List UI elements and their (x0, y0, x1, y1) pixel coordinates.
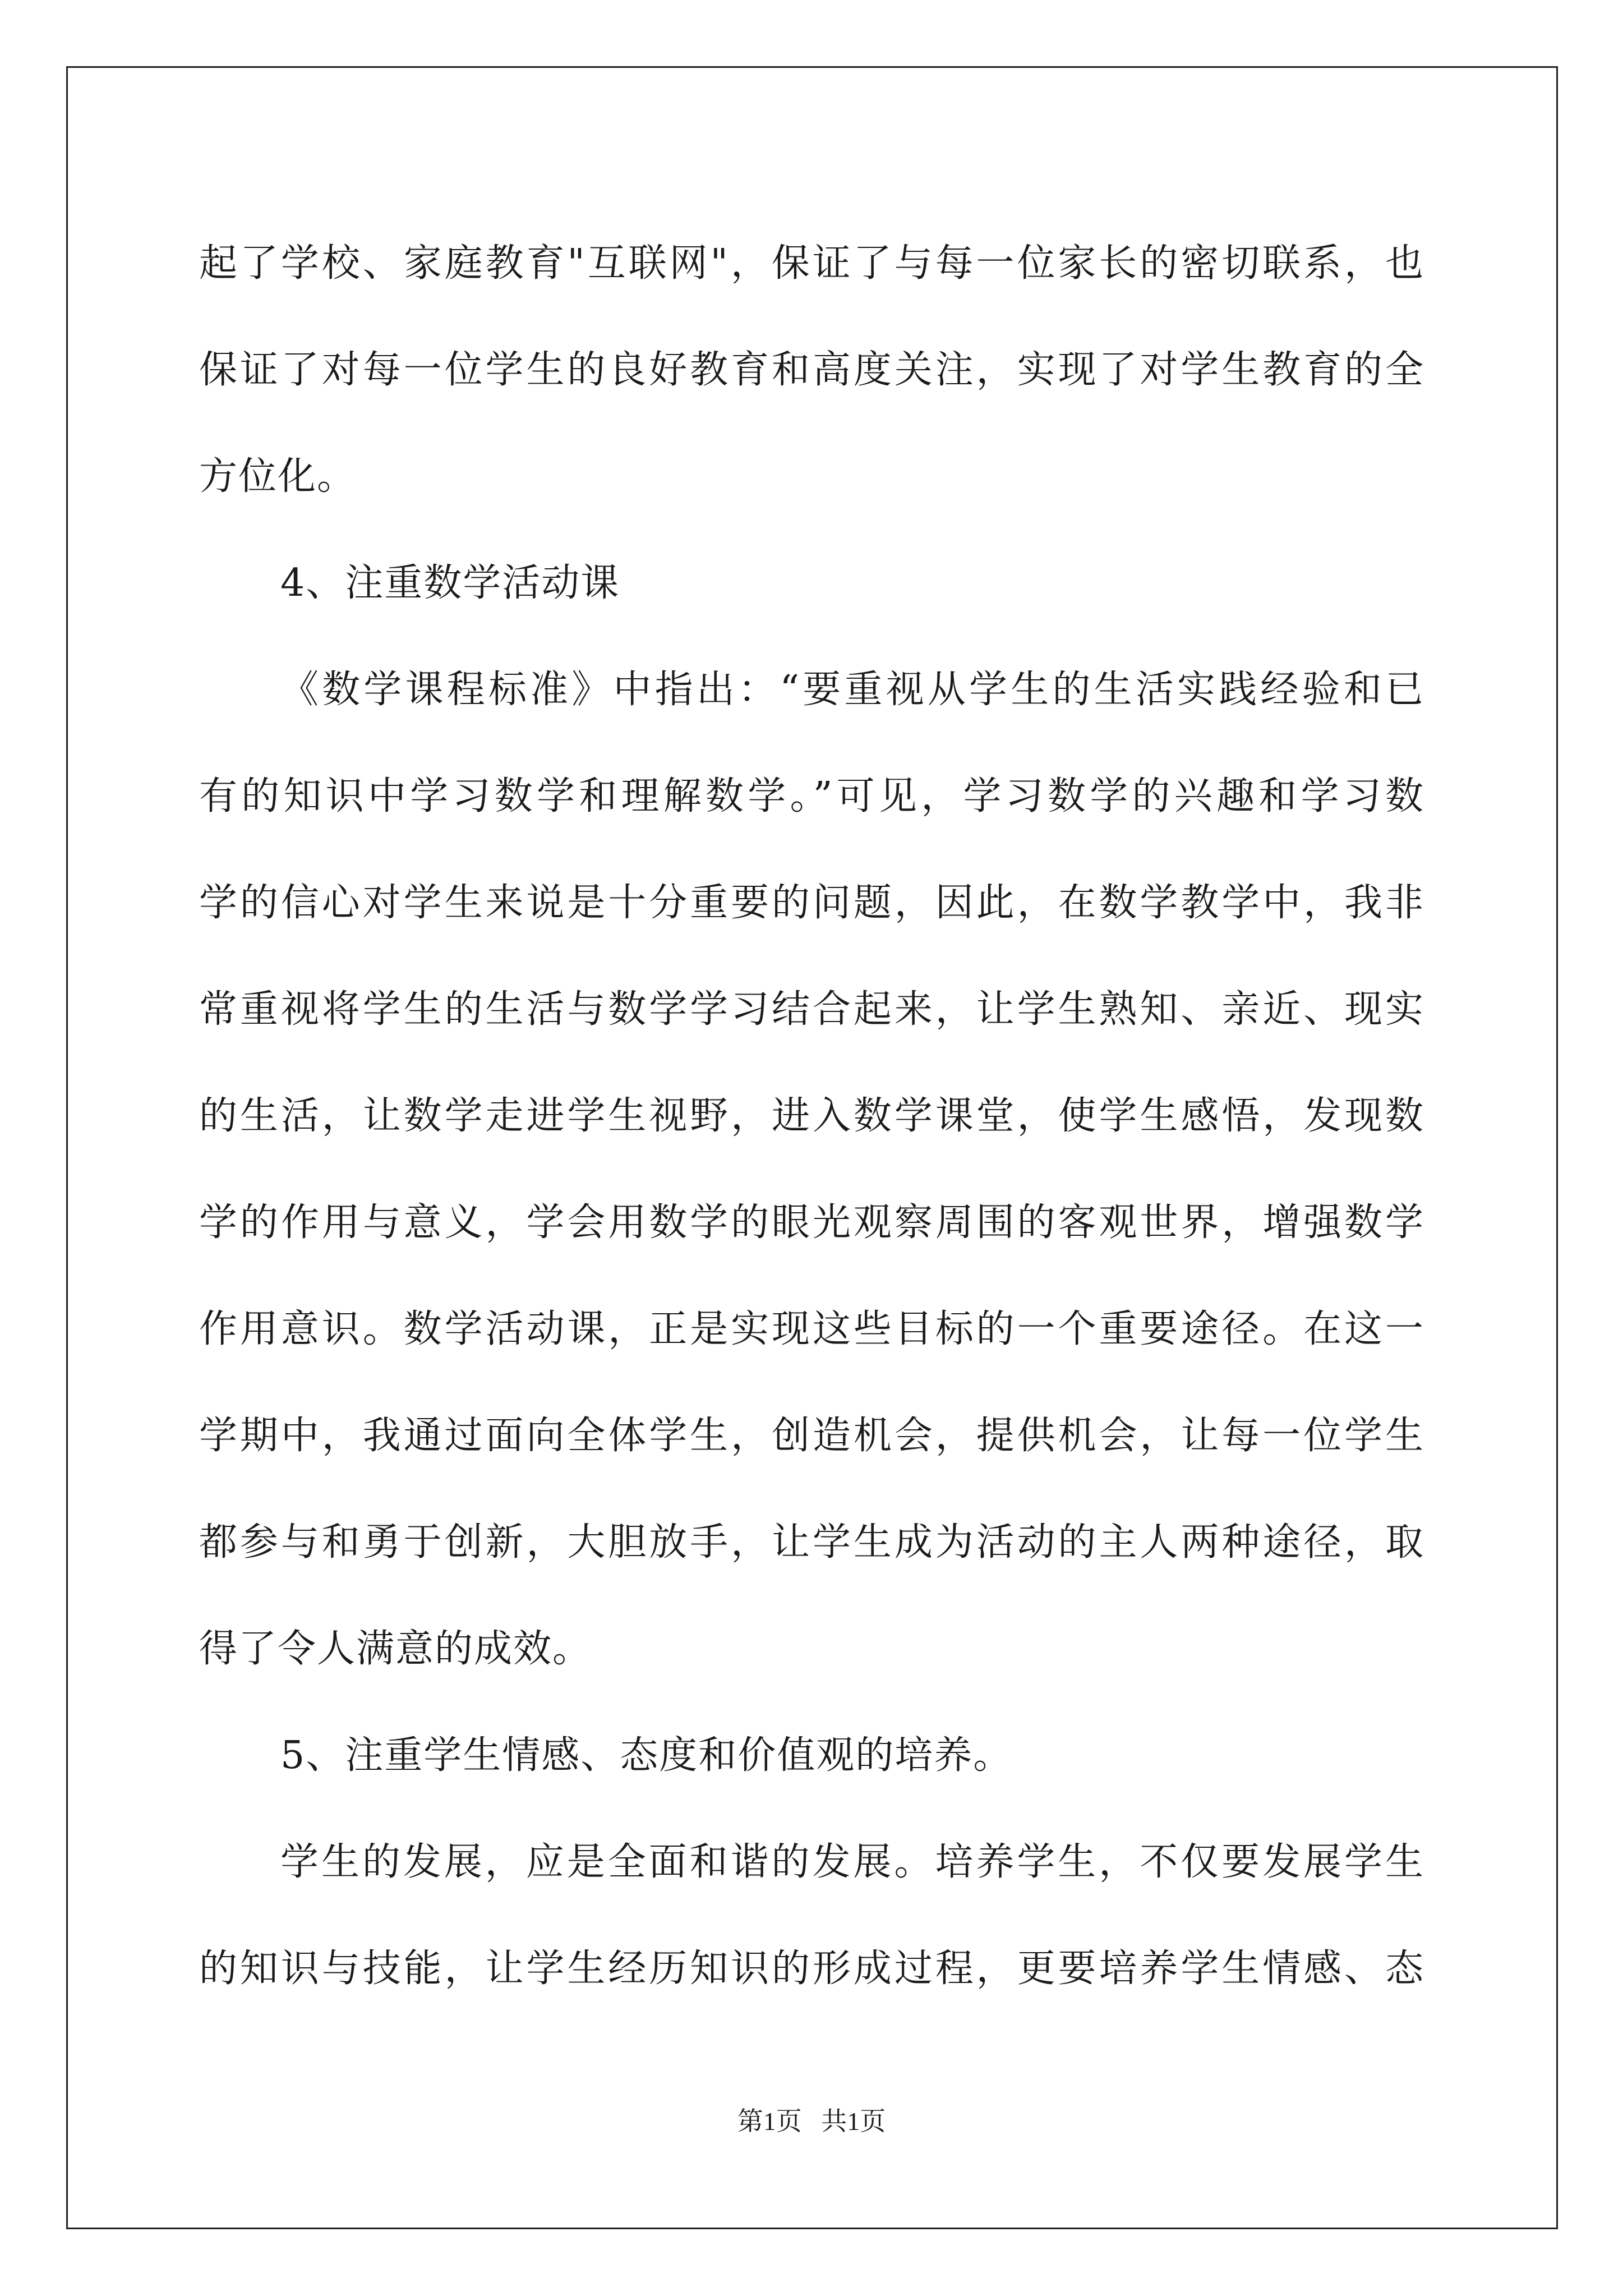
text-line: 4、注重数学活动课 (280, 561, 620, 605)
text-line: 方位化。 (199, 454, 357, 499)
text-line: 得了令人满意的成效。 (199, 1627, 592, 1671)
page-number-footer: 第1页 共1页 (737, 2107, 886, 2136)
text-line: 5、注重学生情感、态度和价值观的培养。 (280, 1733, 1013, 1778)
text-line: 学期中，我通过面向全体学生，创造机会，提供机会，让每一位学生 (199, 1414, 1424, 1458)
text-line: 学的信心对学生来说是十分重要的问题，因此，在数学教学中，我非 (199, 881, 1424, 925)
text-line: 有的知识中学习数学和理解数学。”可见，学习数学的兴趣和学习数 (199, 774, 1424, 818)
text-line: 的生活，让数学走进学生视野，进入数学课堂，使学生感悟，发现数 (199, 1094, 1424, 1138)
text-line: 起了学校、家庭教育"互联网"，保证了与每一位家长的密切联系，也 (199, 241, 1424, 286)
text-line: 的知识与技能，让学生经历知识的形成过程，更要培养学生情感、态 (199, 1947, 1424, 1991)
text-line: 《数学课程标准》中指出：“要重视从学生的生活实践经验和已 (280, 668, 1425, 712)
text-line: 作用意识。数学活动课，正是实现这些目标的一个重要途径。在这一 (199, 1307, 1424, 1351)
text-line: 常重视将学生的生活与数学学习结合起来，让学生熟知、亲近、现实 (199, 987, 1424, 1032)
text-line: 学生的发展，应是全面和谐的发展。培养学生，不仅要发展学生 (280, 1840, 1424, 1884)
document-body (199, 210, 1424, 2022)
text-line: 都参与和勇于创新，大胆放手，让学生成为活动的主人两种途径，取 (199, 1520, 1424, 1565)
text-line: 学的作用与意义，学会用数学的眼光观察周围的客观世界，增强数学 (199, 1200, 1424, 1245)
text-line: 保证了对每一位学生的良好教育和高度关注，实现了对学生教育的全 (199, 348, 1424, 392)
